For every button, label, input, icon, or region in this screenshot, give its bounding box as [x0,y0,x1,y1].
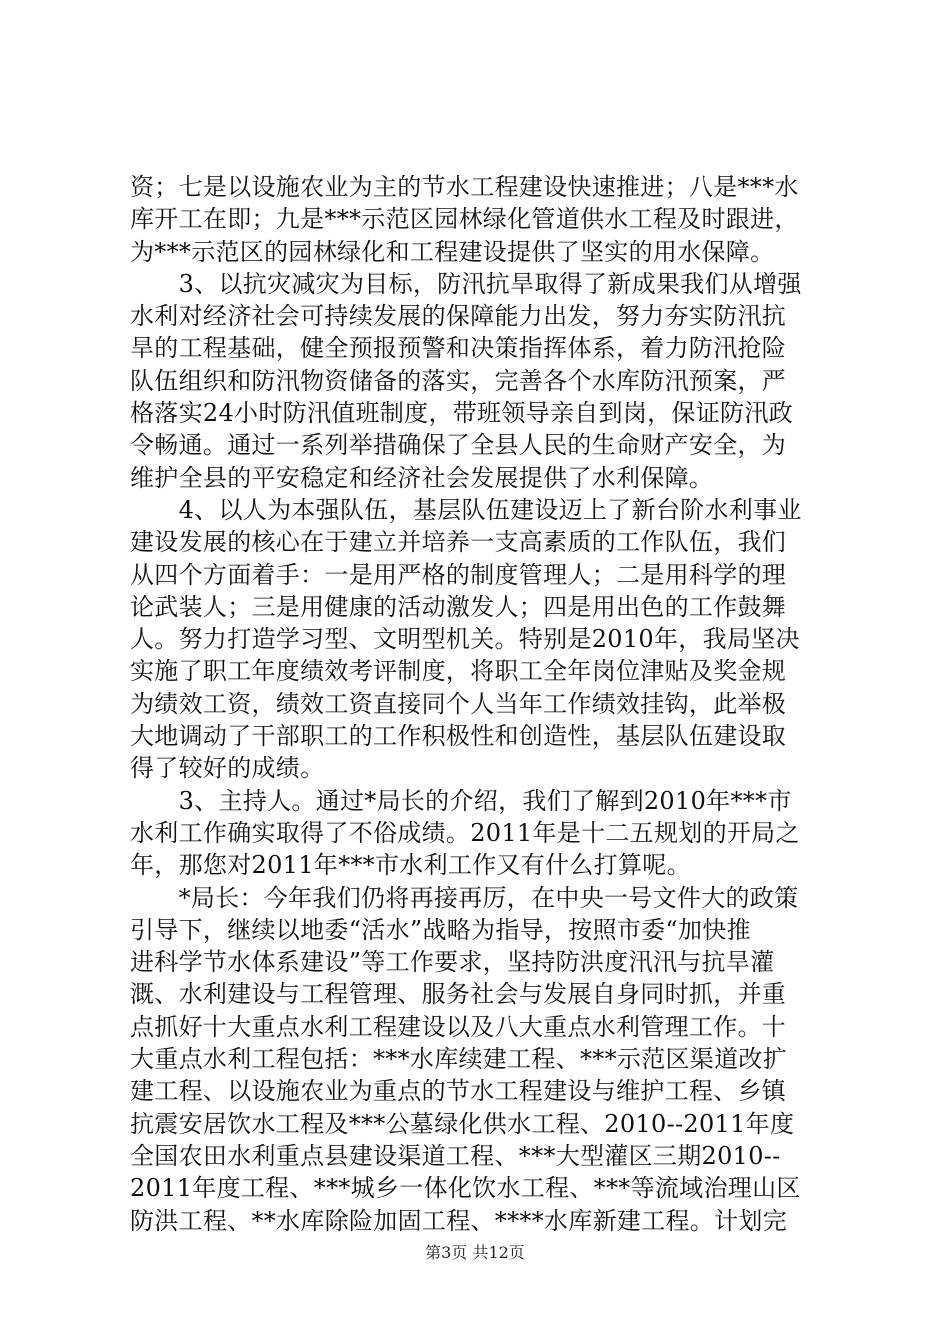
text-line: 为绩效工资，绩效工资直接同个人当年工作绩效挂钩，此举极 [130,689,787,718]
text-line: 得了较好的成绩。 [130,754,325,783]
text-line: 资；七是以设施农业为主的节水工程建设快速推进；八是***水 [130,173,799,201]
page-number-footer: 第3页 共12页 [425,1243,525,1262]
text-line: 建设发展的核心在于建立并培养一支高素质的工作队伍，我们 [130,528,787,557]
text-line: 令畅通。通过一系列举措确保了全县人民的生命财产安全，为 [130,431,787,460]
body-text [130,171,830,1237]
text-line: 溉、水利建设与工程管理、服务社会与发展自身同时抓，并重 [130,980,787,1009]
text-line: 队伍组织和防汛物资储备的落实，完善各个水库防汛预案，严 [130,366,787,395]
text-line: 进科学节水体系建设”等工作要求，坚持防洪度汛汛与抗旱灌 [130,948,775,977]
text-line: 水利工作确实取得了不俗成绩。2011年是十二五规划的开局之 [130,818,800,847]
text-line: 水利对经济社会可持续发展的保障能力出发，努力夯实防汛抗 [130,302,787,331]
text-line: 实施了职工年度绩效考评制度，将职工全年岗位津贴及奖金规 [130,657,787,686]
text-line: 大重点水利工程包括：***水库续建工程、***示范区渠道改扩 [130,1045,787,1074]
text-line: 点抓好十大重点水利工程建设以及八大重点水利管理工作。十 [130,1012,787,1041]
text-line: 年，那您对2011年***市水利工作又有什么打算呢。 [130,851,691,880]
text-line: 3、主持人。通过*局长的介绍，我们了解到2010年***市 [130,786,792,815]
text-line: 防洪工程、**水库除险加固工程、****水库新建工程。计划完 [130,1206,787,1235]
text-line: 3、以抗灾减灾为目标，防汛抗旱取得了新成果我们从增强 [130,269,802,298]
text-line: 论武装人；三是用健康的活动激发人；四是用出色的工作鼓舞 [130,592,787,621]
text-line: 大地调动了干部职工的工作积极性和创造性，基层队伍建设取 [130,722,787,751]
text-line: 全国农田水利重点县建设渠道工程、***大型灌区三期2010-- [130,1141,781,1170]
text-line: 库开工在即；九是***示范区园林绿化管道供水工程及时跟进， [130,205,799,234]
text-line: 为***示范区的园林绿化和工程建设提供了坚实的用水保障。 [130,237,775,266]
text-line: 2011年度工程、***城乡一体化饮水工程、***等流域治理山区 [130,1174,801,1203]
text-line: 从四个方面着手：一是用严格的制度管理人；二是用科学的理 [130,560,787,589]
text-line: 4、以人为本强队伍，基层队伍建设迈上了新台阶水利事业 [130,495,802,524]
text-line: 人。努力打造学习型、文明型机关。特别是2010年，我局坚决 [130,625,800,654]
text-line: 旱的工程基础，健全预报预警和决策指挥体系，着力防汛抢险 [130,334,787,363]
text-line: 维护全县的平安稳定和经济社会发展提供了水利保障。 [130,463,714,492]
text-line: 格落实24小时防汛值班制度，带班领导亲自到岗，保证防汛政 [130,399,793,428]
text-line: 引导下，继续以地委“活水”战略为指导，按照市委“加快推 [130,915,751,944]
text-line: 抗震安居饮水工程及***公墓绿化供水工程、2010--2011年度 [130,1109,795,1138]
text-line: 建工程、以设施农业为重点的节水工程建设与维护工程、乡镇 [130,1077,787,1106]
text-line: *局长：今年我们仍将再接再厉，在中央一号文件大的政策 [130,883,799,912]
